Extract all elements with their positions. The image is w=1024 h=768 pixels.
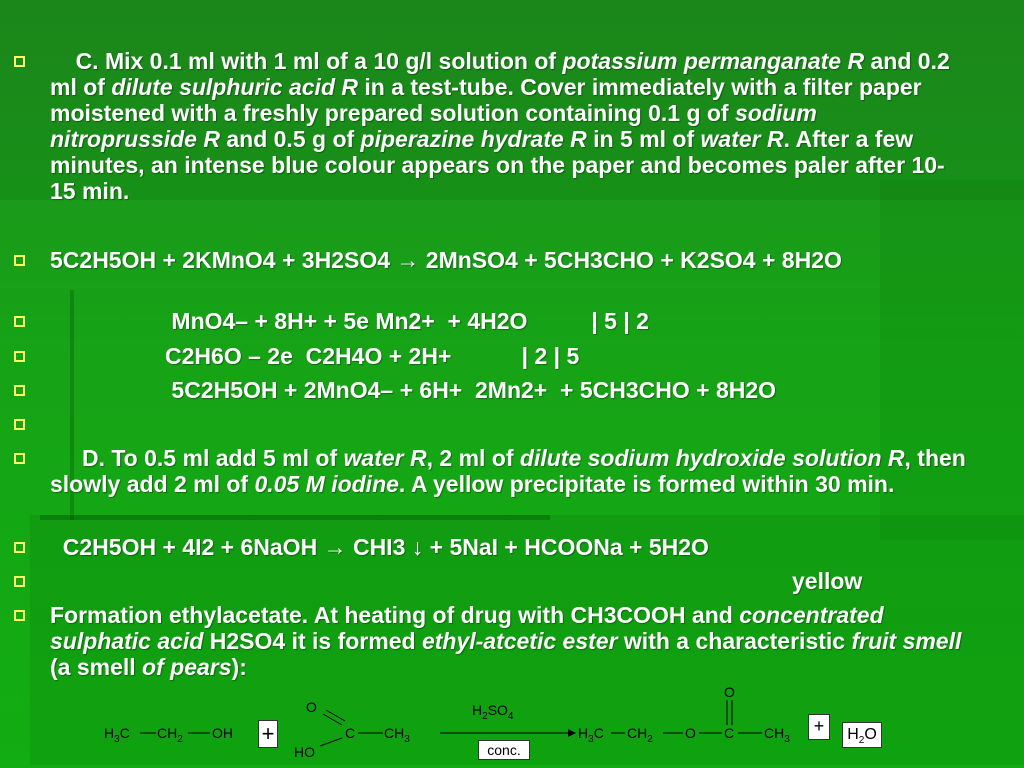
ester-o: O xyxy=(685,725,696,741)
italic-segment: ethyl-atcetic ester xyxy=(421,628,618,654)
reagent-h2so4: $H_2SO_4$ xyxy=(472,702,514,722)
acid-carbon: C xyxy=(345,725,356,741)
acid-carbonyl-o: O xyxy=(306,699,317,715)
italic-segment: fruit smell xyxy=(851,628,962,654)
bullet-icon xyxy=(14,412,32,438)
text-segment: C. Mix 0.1 ml with 1 ml of a 10 g/l solution of xyxy=(50,48,563,74)
bullet-icon xyxy=(14,344,32,370)
text-segment: 5C2H5OH + 2KMnO4 + 3H2SO4 → 2MnSO4 + 5CH3CHO + K2SO4 + 8H2O xyxy=(50,247,842,273)
text-segment: 5C2H5OH + 2MnO4– + 6H+ 2Mn2+ + 5CH3CHO + 8H2O xyxy=(50,377,777,403)
italic-segment: piperazine hydrate R xyxy=(360,126,587,152)
text-segment: and 0.5 g of xyxy=(219,126,361,152)
ester-ch3: $H_3C$ xyxy=(578,725,604,745)
text-segment: in 5 ml of xyxy=(586,126,701,152)
ester-c: C xyxy=(724,725,735,741)
ethanol-ch3: $H_3C$ xyxy=(104,725,130,745)
item-text xyxy=(50,377,970,403)
item-text xyxy=(792,568,952,594)
italic-segment: 0.05 M iodine xyxy=(254,471,399,497)
text-segment: . After a few minutes, an intense blue colour appears on the paper and becomes paler after 10-15 min. xyxy=(50,126,945,204)
acid-ch3: $CH_3$ xyxy=(384,725,410,745)
italic-segment: sodium nitroprusside R xyxy=(50,100,824,152)
text-segment: H2SO4 it is formed xyxy=(203,628,422,654)
text-segment: in a test-tube. Cover immediately with a filter paper moistened with a freshly prepared solution containing 0.1 g of xyxy=(50,74,929,126)
item-text xyxy=(50,247,970,273)
text-segment: C2H6O – 2e C2H4O + 2H+ | 2 | 5 xyxy=(50,343,580,369)
bullet-icon xyxy=(14,603,32,629)
text-segment: C2H5OH + 4I2 + 6NaOH → CHI3 ↓ + 5NaI + HCOONa + 5H2O xyxy=(50,534,709,560)
text-segment: yellow xyxy=(792,568,863,594)
item-text xyxy=(50,308,970,334)
text-segment: , then slowly add 2 ml of xyxy=(50,445,973,497)
text-segment: D. To 0.5 ml add 5 ml of xyxy=(50,445,344,471)
reaction-scheme xyxy=(0,680,1024,768)
text-segment: . A yellow precipitate is formed within 30 min. xyxy=(398,471,895,497)
ethanol-oh: OH xyxy=(212,725,233,741)
italic-segment: potassium permanganate R xyxy=(562,48,865,74)
item-text xyxy=(50,445,973,497)
text-segment: Formation ethylacetate. At heating of drug with CH3COOH and xyxy=(50,602,740,628)
item-text xyxy=(50,343,970,369)
bullet-icon xyxy=(14,49,32,75)
bullet-icon xyxy=(14,535,32,561)
plus-sign-box: + xyxy=(808,714,830,740)
water-box: $H_2O$ xyxy=(842,722,882,748)
ester-ch3-right: $CH_3$ xyxy=(764,725,790,745)
ester-ch2: $CH_2$ xyxy=(627,725,653,745)
bullet-icon xyxy=(14,378,32,404)
bullet-icon xyxy=(14,569,32,595)
ester-carbonyl-o: O xyxy=(724,684,735,700)
acid-ho: HO xyxy=(294,744,315,760)
italic-segment: water R xyxy=(343,445,427,471)
plus-sign-box: + xyxy=(258,720,278,748)
item-text xyxy=(50,602,970,680)
italic-segment: dilute sodium hydroxide solution R xyxy=(519,445,905,471)
item-text xyxy=(50,48,970,204)
bullet-icon xyxy=(14,309,32,335)
italic-segment: concentrated sulphatic acid xyxy=(50,602,891,654)
item-text xyxy=(50,534,970,560)
text-segment: MnO4– + 8H+ + 5e Mn2+ + 4H2O | 5 | 2 xyxy=(50,308,649,334)
text-segment: , 2 ml of xyxy=(426,445,520,471)
text-segment: ): xyxy=(231,654,247,680)
italic-segment: of pears xyxy=(142,654,232,680)
ethanol-ch2: $CH_2$ xyxy=(157,725,183,745)
bullet-icon xyxy=(14,446,32,472)
text-segment: (a smell xyxy=(50,628,968,680)
italic-segment: water R xyxy=(700,126,784,152)
italic-segment: dilute sulphuric acid R xyxy=(111,74,358,100)
reagent-conc-box: conc. xyxy=(478,740,530,760)
bullet-icon xyxy=(14,248,32,274)
text-segment: with a characteristic xyxy=(617,628,852,654)
text-segment: and 0.2 ml of xyxy=(50,48,957,100)
